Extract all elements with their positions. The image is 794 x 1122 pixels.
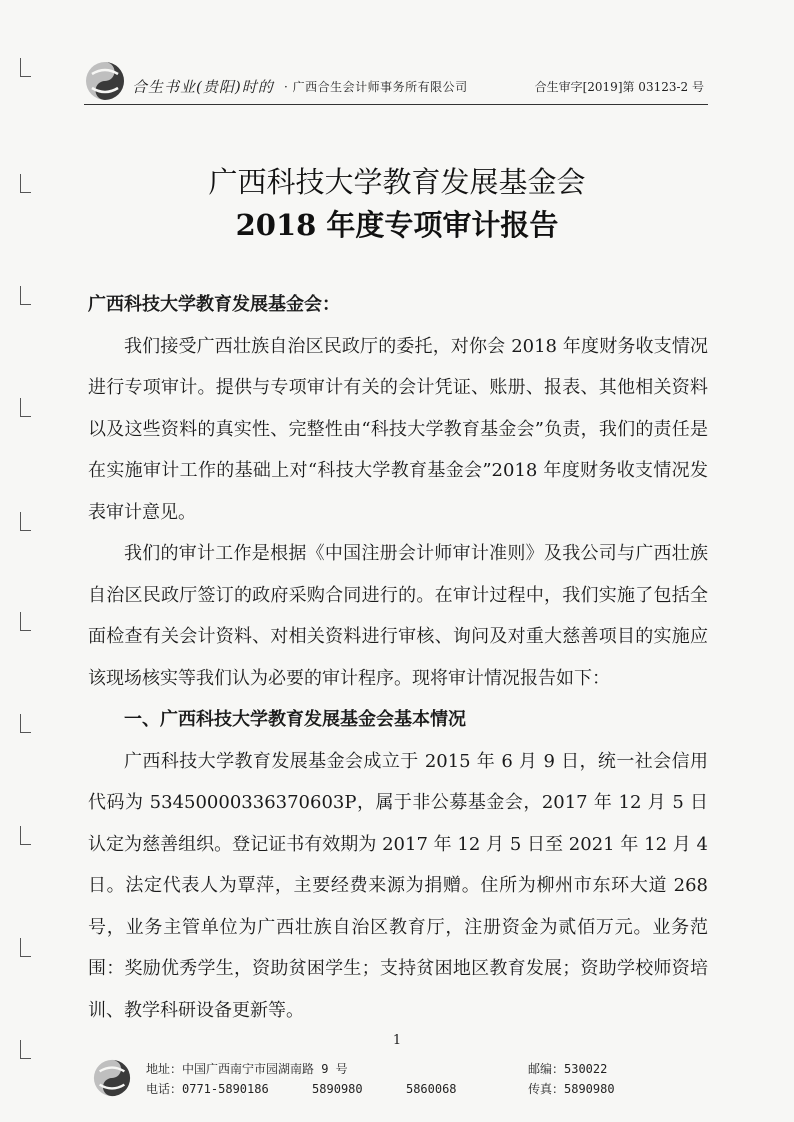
firm-name: · 广西合生会计师事务所有限公司	[284, 80, 468, 94]
header-rule	[84, 104, 708, 105]
footer-phone: 电话：0771-5890186 5890980 5860068	[146, 1082, 457, 1096]
footer-address: 地址：中国广西南宁市园湖南路 9 号	[146, 1062, 348, 1076]
paragraph-2: 我们的审计工作是根据《中国注册会计师审计准则》及我公司与广西壮族自治区民政厅签订的政府采购合同进行的。在审计过程中，我们实施了包括全面检查有关会计资料、对相关资料进行审核、询问及对重大慈善项目的实施应该现场核实等我们认为必要的审计程序。现将审计情况报告如下：	[88, 543, 708, 689]
page-number: 1	[392, 1033, 402, 1048]
footer	[92, 1054, 712, 1104]
report-title-line1: 广西科技大学教育发展基金会	[208, 165, 586, 199]
addressee: 广西科技大学教育发展基金会：	[88, 294, 340, 315]
section-heading: 一、广西科技大学教育发展基金会基本情况	[124, 709, 466, 730]
firm-script-name: 合生书业(贵阳)时的	[132, 78, 274, 96]
report-body	[88, 284, 708, 1031]
binding-mark	[20, 826, 31, 845]
document-number: 合生审字[2019]第 03123-2 号	[534, 80, 704, 94]
binding-mark	[20, 612, 31, 631]
binding-mark	[20, 512, 31, 531]
firm-logo-icon	[84, 60, 126, 106]
letterhead	[84, 60, 714, 106]
report-title-line2: 2018 年度专项审计报告	[235, 208, 559, 242]
footer-fax: 传真：5890980	[528, 1082, 615, 1096]
binding-mark	[20, 398, 31, 417]
footer-logo-icon	[92, 1058, 132, 1102]
binding-mark	[20, 714, 31, 733]
paragraph-1: 我们接受广西壮族自治区民政厅的委托，对你会 2018 年度财务收支情况进行专项审计。提供与专项审计有关的会计凭证、账册、报表、其他相关资料以及这些资料的真实性、完整性由“科技大学教育基金会”负责，我们的责任是在实施审计工作的基础上对“科技大学教育基金会”2018 年度财务收支情况发表审计意见。	[88, 335, 708, 523]
binding-mark	[20, 58, 31, 77]
footer-postcode: 邮编：530022	[528, 1062, 608, 1076]
section-paragraph: 广西科技大学教育发展基金会成立于 2015 年 6 月 9 日，统一社会信用代码为 53450000336370603P，属于非公募基金会，2017 年 12 月 5 日认定为慈善组织。登记证书有效期为 2017 年 12 月 5 日至 2021 年 12 月 4 日。法定代表人为覃萍，主要经费来源为捐赠。住所为柳州市东环大道 268 号，业务主管单位为广西壮族自治区教育厅，注册资金为贰佰万元。业务范围：奖励优秀学生，资助贫困学生；支持贫困地区教育发展；资助学校师资培训、教学科研设备更新等。	[88, 750, 708, 1021]
binding-mark	[20, 286, 31, 305]
binding-mark	[20, 938, 31, 957]
